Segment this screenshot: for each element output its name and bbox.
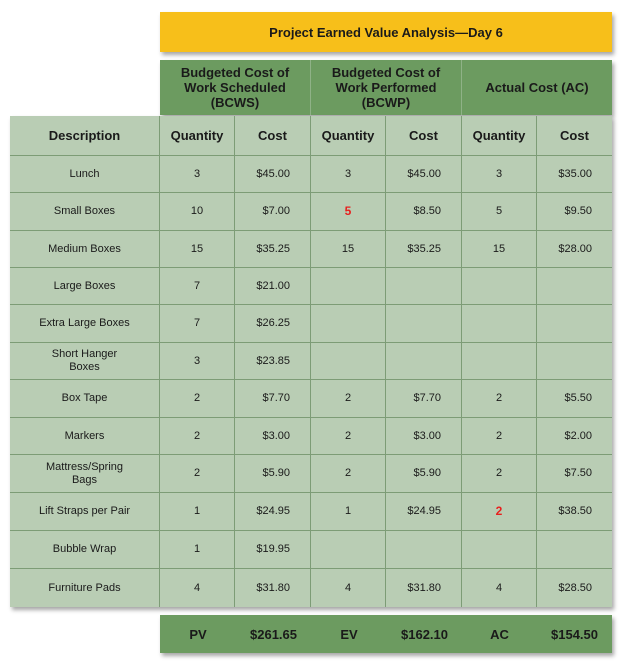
cell-bcwp-cost: $31.80: [386, 569, 462, 607]
cell-bcwp-quantity: 2: [311, 418, 386, 454]
cell-description: Short Hanger Boxes: [10, 343, 160, 379]
cell-bcws-cost: $23.85: [235, 343, 311, 379]
table-row: [10, 493, 612, 531]
ev-value: $162.10: [401, 626, 448, 642]
earned-value-table: [10, 116, 612, 607]
header-ac-cost: Cost: [560, 128, 589, 143]
cell-description: Lunch: [10, 156, 160, 192]
cell-bcwp-quantity: [311, 268, 386, 304]
cell-bcws-cost: $24.95: [235, 493, 311, 530]
cell-ac-quantity: 15: [462, 231, 537, 267]
group-bcws-line2: Work Scheduled: [184, 80, 286, 95]
table-row: [10, 569, 612, 607]
cell-bcws-quantity: 2: [160, 380, 235, 417]
cell-bcws-quantity: 3: [160, 156, 235, 192]
cell-bcws-cost: $19.95: [235, 531, 311, 568]
cell-bcwp-quantity: 5: [311, 193, 386, 230]
cell-ac-quantity: 2: [462, 493, 537, 530]
header-bcws-cost: Cost: [235, 116, 311, 155]
cell-bcwp-quantity: 15: [311, 231, 386, 267]
group-bcwp: [311, 60, 462, 115]
table-row: [10, 156, 612, 193]
pv-value: $261.65: [250, 626, 297, 642]
cell-ac-quantity: 2: [462, 418, 537, 454]
group-bcwp-line2: Work Performed: [335, 80, 437, 95]
ev-label: EV: [340, 626, 358, 642]
cell-ac-quantity: 2: [462, 455, 537, 492]
cell-bcws-cost: $7.00: [235, 193, 311, 230]
cell-description: Mattress/Spring Bags: [10, 455, 160, 492]
cell-bcws-quantity: 4: [160, 569, 235, 607]
cell-description: Box Tape: [10, 380, 160, 417]
cell-ac-cost: $7.50: [564, 467, 592, 479]
cell-description: Medium Boxes: [10, 231, 160, 267]
table-row: [10, 268, 612, 305]
header-row: [10, 116, 612, 156]
cell-ac-quantity: [462, 531, 537, 568]
group-bcws-line1: Budgeted Cost of: [180, 65, 290, 80]
cell-ac-cost: [537, 268, 612, 304]
header-bcwp-cost: Cost: [386, 116, 462, 155]
group-bcws: [160, 60, 311, 115]
table-row: [10, 418, 612, 455]
group-ac-label: Actual Cost (AC): [485, 80, 589, 95]
cell-bcwp-cost: $5.90: [386, 455, 462, 492]
cell-bcwp-cost: $7.70: [386, 380, 462, 417]
cell-description: Small Boxes: [10, 193, 160, 230]
cell-ac-cost: $28.50: [558, 581, 592, 594]
group-bcws-line3: (BCWS): [210, 95, 260, 110]
header-bcwp-quantity: Quantity: [311, 116, 386, 155]
table-row: [10, 231, 612, 268]
cell-description: Lift Straps per Pair: [10, 493, 160, 530]
group-bcwp-line1: Budgeted Cost of: [331, 65, 441, 80]
cell-description: Furniture Pads: [10, 569, 160, 607]
cell-ac-cost: [537, 531, 612, 568]
cell-bcwp-quantity: 1: [311, 493, 386, 530]
cell-bcws-quantity: 7: [160, 268, 235, 304]
group-ac: [462, 60, 612, 115]
ac-value: $154.50: [551, 626, 598, 642]
cell-ac-quantity: [462, 268, 537, 304]
table-row: [10, 455, 612, 493]
cell-bcws-quantity: 3: [160, 343, 235, 379]
cell-ac-cost: $28.00: [558, 242, 592, 255]
totals-bar: [160, 615, 612, 653]
cell-ac-quantity: 5: [462, 193, 537, 230]
header-ac-quantity: Quantity: [462, 116, 537, 155]
cell-description: Large Boxes: [10, 268, 160, 304]
cell-bcwp-quantity: [311, 343, 386, 379]
cell-bcws-cost: $35.25: [235, 231, 311, 267]
table-row: [10, 380, 612, 418]
group-bcwp-line3: (BCWP): [361, 95, 411, 110]
ac-label: AC: [490, 626, 509, 642]
cell-ac-cost: [537, 343, 612, 379]
table-row: [10, 343, 612, 380]
cell-bcws-cost: $26.25: [235, 305, 311, 342]
cell-bcws-quantity: 1: [160, 531, 235, 568]
cell-bcws-cost: $3.00: [235, 418, 311, 454]
cell-bcws-cost: $45.00: [235, 156, 311, 192]
cell-bcwp-cost: $3.00: [386, 418, 462, 454]
cell-bcwp-cost: [386, 343, 462, 379]
cell-bcwp-quantity: 3: [311, 156, 386, 192]
cell-ac-quantity: [462, 305, 537, 342]
cell-bcws-quantity: 15: [160, 231, 235, 267]
cell-bcwp-quantity: 2: [311, 380, 386, 417]
cell-bcwp-cost: [386, 305, 462, 342]
cell-description: Extra Large Boxes: [10, 305, 160, 342]
cell-ac-cost: $9.50: [564, 205, 592, 217]
cell-bcwp-cost: [386, 268, 462, 304]
cell-bcwp-quantity: 2: [311, 455, 386, 492]
cell-description: Markers: [10, 418, 160, 454]
cell-bcwp-cost: $24.95: [386, 493, 462, 530]
cell-ac-cost: $2.00: [564, 429, 592, 442]
table-row: [10, 531, 612, 569]
cell-bcws-quantity: 2: [160, 455, 235, 492]
cell-bcwp-quantity: [311, 531, 386, 568]
cell-ac-quantity: 3: [462, 156, 537, 192]
cell-bcwp-quantity: 4: [311, 569, 386, 607]
cell-bcwp-cost: $45.00: [386, 156, 462, 192]
cell-ac-cost: $38.50: [558, 505, 592, 517]
column-group-header: [160, 60, 612, 115]
pv-label: PV: [189, 626, 207, 642]
cell-bcws-cost: $31.80: [235, 569, 311, 607]
header-bcws-quantity: Quantity: [160, 116, 235, 155]
cell-ac-cost: $5.50: [564, 392, 592, 404]
cell-ac-quantity: 4: [462, 569, 537, 607]
cell-bcwp-cost: $35.25: [386, 231, 462, 267]
table-title: Project Earned Value Analysis—Day 6: [160, 12, 612, 52]
cell-bcws-cost: $7.70: [235, 380, 311, 417]
cell-bcws-quantity: 2: [160, 418, 235, 454]
cell-bcws-cost: $21.00: [235, 268, 311, 304]
cell-ac-cost: $35.00: [558, 167, 592, 180]
cell-bcwp-cost: $8.50: [386, 193, 462, 230]
cell-bcws-quantity: 7: [160, 305, 235, 342]
cell-bcws-cost: $5.90: [235, 455, 311, 492]
header-description: Description: [10, 116, 160, 155]
cell-ac-cost: [537, 305, 612, 342]
table-row: [10, 193, 612, 231]
cell-bcws-quantity: 10: [160, 193, 235, 230]
cell-bcws-quantity: 1: [160, 493, 235, 530]
table-row: [10, 305, 612, 343]
cell-description: Bubble Wrap: [10, 531, 160, 568]
cell-bcwp-cost: [386, 531, 462, 568]
cell-ac-quantity: [462, 343, 537, 379]
cell-ac-quantity: 2: [462, 380, 537, 417]
cell-bcwp-quantity: [311, 305, 386, 342]
